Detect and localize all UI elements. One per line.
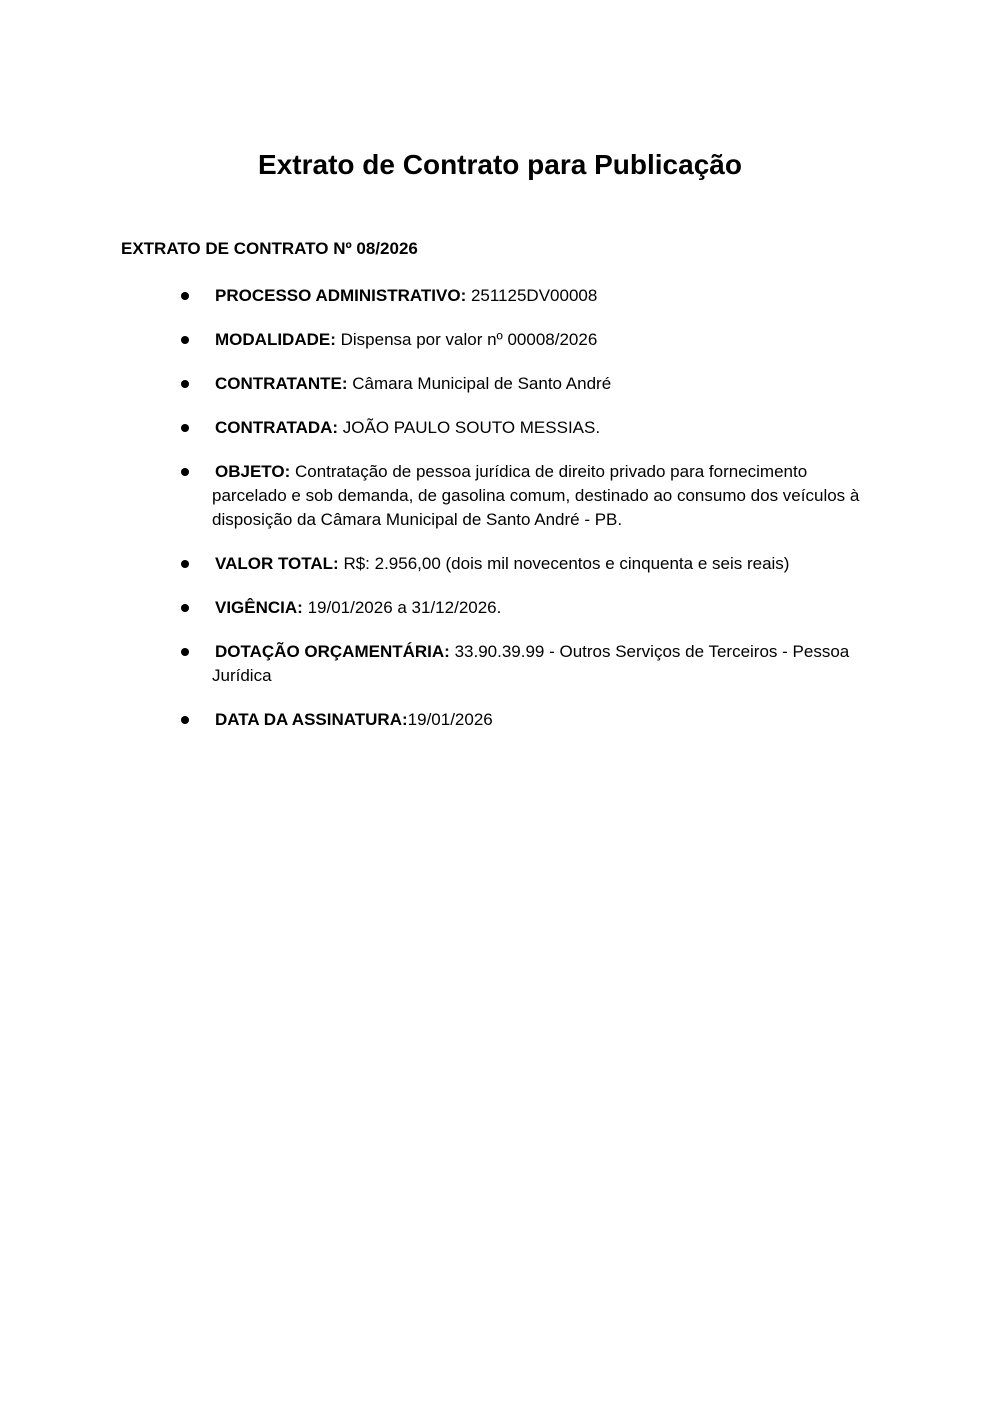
item-value: JOÃO PAULO SOUTO MESSIAS. xyxy=(338,418,601,437)
item-value: 251125DV00008 xyxy=(466,286,598,305)
bullet-icon xyxy=(181,292,189,300)
item-label: PROCESSO ADMINISTRATIVO: xyxy=(215,286,467,305)
bullet-icon xyxy=(181,380,189,388)
bullet-icon xyxy=(181,604,189,612)
list-item-vigencia xyxy=(0,596,872,620)
item-value: Câmara Municipal de Santo André xyxy=(347,374,612,393)
item-label: CONTRATANTE: xyxy=(215,374,348,393)
bullet-icon xyxy=(181,560,189,568)
item-value: 19/01/2026 xyxy=(407,710,493,729)
bullet-icon xyxy=(181,424,189,432)
item-value: Dispensa por valor nº 00008/2026 xyxy=(335,330,598,349)
item-label: DATA DA ASSINATURA: xyxy=(215,710,408,729)
bullet-icon xyxy=(181,468,189,476)
item-value: R$: 2.956,00 (dois mil novecentos e cinquenta e seis reais) xyxy=(338,554,790,573)
item-value: 33.90.39.99 - Outros Serviços de Terceiros - Pessoa Jurídica xyxy=(212,642,850,685)
item-label: CONTRATADA: xyxy=(215,418,339,437)
list-item-contratada xyxy=(0,416,872,440)
item-value: 19/01/2026 a 31/12/2026. xyxy=(302,598,502,617)
list-item-modalidade xyxy=(0,328,872,352)
item-label: VALOR TOTAL: xyxy=(215,554,339,573)
bullet-icon xyxy=(181,716,189,724)
list-item-processo xyxy=(0,284,872,308)
list-item-objeto xyxy=(0,460,872,532)
bullet-icon xyxy=(181,648,189,656)
contract-details-list xyxy=(0,284,1000,752)
document-title: Extrato de Contrato para Publicação xyxy=(258,149,742,180)
item-label: DOTAÇÃO ORÇAMENTÁRIA: xyxy=(215,642,450,661)
item-label: OBJETO: xyxy=(215,462,291,481)
list-item-dotacao xyxy=(0,640,872,688)
list-item-data-assinatura xyxy=(0,708,872,732)
list-item-valor-total xyxy=(0,552,872,576)
list-item-contratante xyxy=(0,372,872,396)
contract-number-heading: EXTRATO DE CONTRATO Nº 08/2026 xyxy=(121,239,418,258)
item-label: MODALIDADE: xyxy=(215,330,336,349)
item-value: Contratação de pessoa jurídica de direito privado para fornecimento parcelado e sob demanda, de gasolina comum, destinado ao consumo dos veículos à disposição da Câmara Municipal de Santo André - PB. xyxy=(212,462,860,529)
item-label: VIGÊNCIA: xyxy=(215,598,303,617)
bullet-icon xyxy=(181,336,189,344)
